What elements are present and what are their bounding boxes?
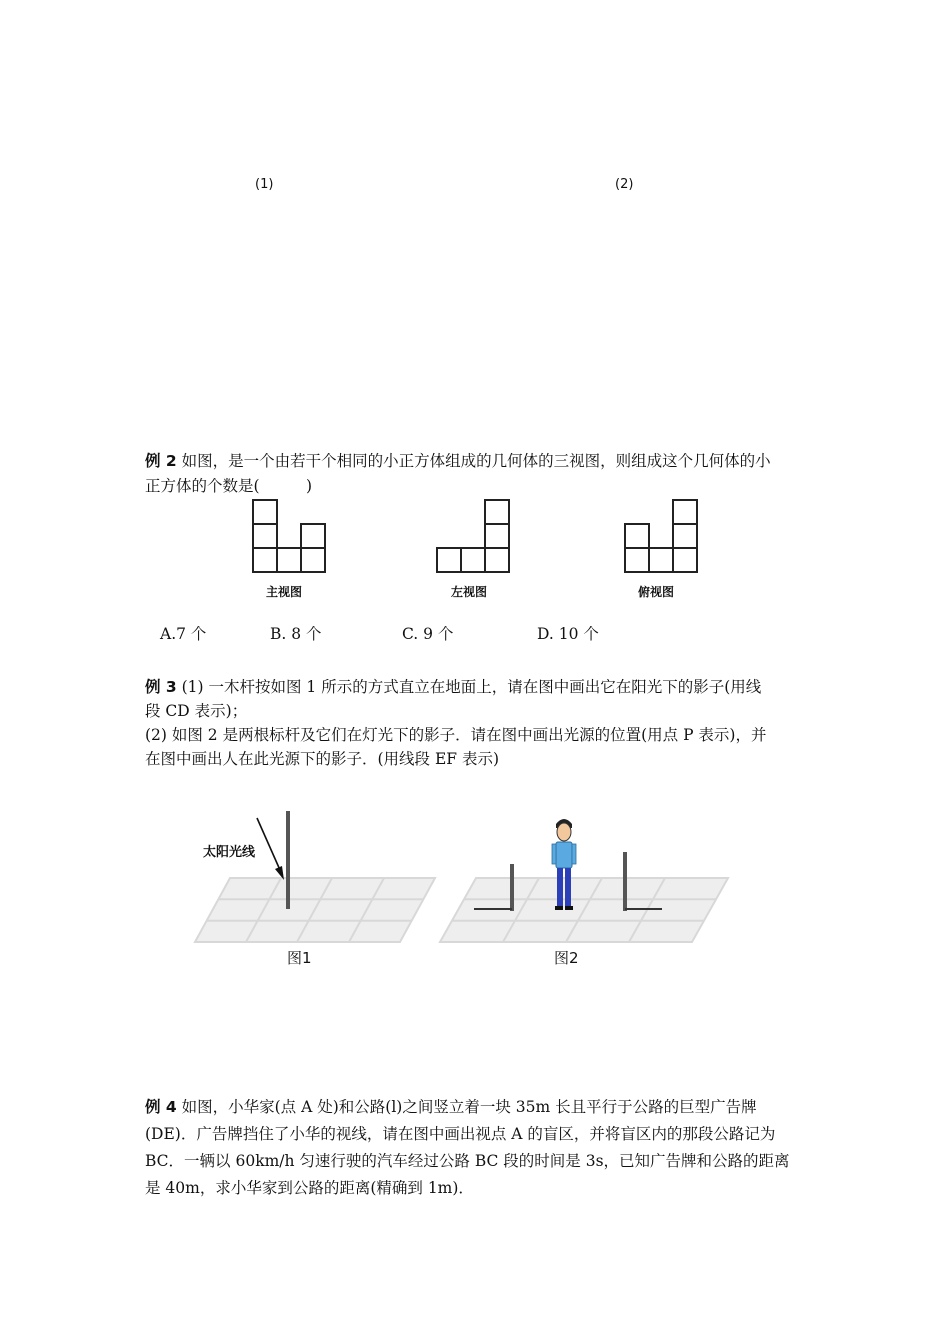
example-4-line-1 — [145, 1094, 757, 1121]
option-c: C. 9 个 — [402, 625, 454, 643]
example-2-text-1: 如图，是一个由若干个相同的小正方体组成的几何体的三视图，则组成这个几何体的小 — [181, 452, 771, 470]
ground-grid-1 — [195, 878, 435, 942]
example-4-line-3: BC．一辆以 60km/h 匀速行驶的汽车经过公路 BC 段的时间是 3s，已知广告牌和公路的距离 — [145, 1152, 790, 1170]
pole-left — [510, 864, 514, 911]
figure-1-diagram — [195, 808, 440, 948]
figure-label-1: (1) — [255, 177, 274, 192]
example-4-line-2: (DE)．广告牌挡住了小华的视线，请在图中画出视点 A 的盲区，并将盲区内的那段公路记为 — [145, 1125, 776, 1143]
example-4-line-4: 是 40m，求小华家到公路的距离(精确到 1m)． — [145, 1179, 474, 1197]
example-4-tag: 例 4 — [145, 1098, 177, 1116]
front-view-caption: 主视图 — [266, 585, 303, 599]
top-view-caption: 俯视图 — [638, 585, 675, 599]
example-3-line-2: 段 CD 表示)； — [145, 702, 248, 720]
example-3-line-3: (2) 如图 2 是两根标杆及它们在灯光下的影子．请在图中画出光源的位置(用点 P 表示)，并 — [145, 726, 767, 744]
example-2-line-2: 正方体的个数是( ) — [145, 477, 313, 495]
example-4-text-1: 如图，小华家(点 A 处)和公路(l)之间竖立着一块 35m 长且平行于公路的巨型广告牌 — [181, 1098, 757, 1116]
sun-ray-arrow — [257, 818, 284, 880]
figure-label-2: (2) — [615, 177, 634, 192]
option-b: B. 8 个 — [270, 625, 322, 643]
figure-1-caption: 图1 — [287, 949, 312, 967]
figure-2-diagram — [440, 812, 735, 948]
option-d: D. 10 个 — [537, 625, 599, 643]
example-2-tag: 例 2 — [145, 452, 177, 470]
pole-1 — [286, 811, 290, 909]
example-3-line-4: 在图中画出人在此光源下的影子．(用线段 EF 表示) — [145, 750, 500, 768]
left-view-diagram — [434, 498, 514, 578]
pole-right — [623, 852, 627, 911]
top-view-diagram — [622, 498, 702, 578]
option-a: A.7 个 — [160, 625, 207, 643]
example-3-line-1 — [145, 674, 761, 701]
left-view-caption: 左视图 — [451, 585, 488, 599]
sun-ray-label: 太阳光线 — [203, 845, 256, 860]
example-2-line-1 — [145, 448, 771, 475]
front-view-diagram — [250, 498, 330, 578]
example-3-tag: 例 3 — [145, 678, 177, 696]
example-3-text-1: (1) 一木杆按如图 1 所示的方式直立在地面上，请在图中画出它在阳光下的影子(用线 — [181, 678, 762, 696]
figure-2-caption: 图2 — [554, 949, 579, 967]
